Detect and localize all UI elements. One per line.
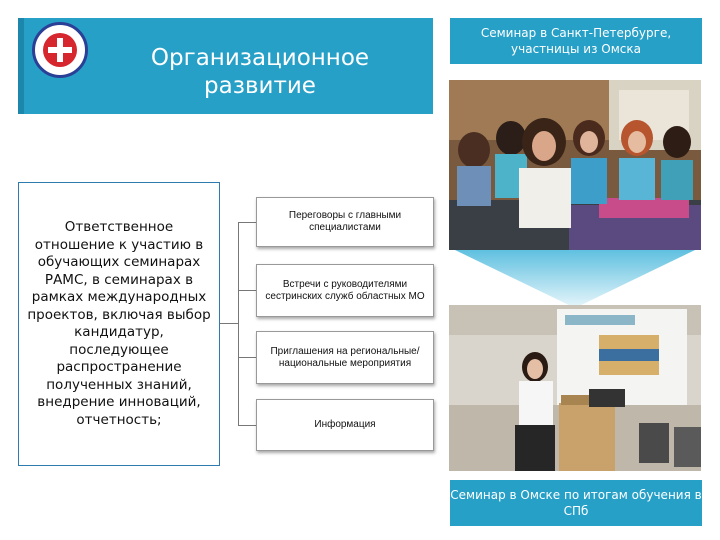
red-cross-emblem-icon (32, 22, 88, 78)
header-banner-edge (18, 18, 24, 114)
caption-bottom: Семинар в Омске по итогам обучения в СПб (450, 480, 702, 526)
left-text: Ответственное отношение к участию в обучающих семинарах РАМС, в семинарах в рамках международных проектов, включая выбор кандидатур, последующее распространение полученных знаний, внедрение инноваций, отчетность; (27, 219, 211, 428)
left-text-box (18, 182, 220, 466)
title-line-1: Организационное (150, 45, 370, 71)
item-box-invitations: Приглашения на региональные/национальные мероприятия (256, 331, 434, 384)
seminar-photo-spb-image (449, 80, 701, 250)
logo-cross-horizontal (48, 47, 72, 53)
connector-horizontal-main (220, 323, 238, 324)
seminar-photo-omsk (449, 305, 701, 471)
connector-vertical (238, 222, 239, 425)
item-box-information: Информация (256, 399, 434, 451)
item-box-negotiations: Переговоры с главными специалистами (256, 197, 434, 247)
connector-branch-3 (238, 357, 256, 358)
seminar-photo-spb (449, 80, 701, 250)
connector-branch-2 (238, 290, 256, 291)
connector-branch-4 (238, 425, 256, 426)
seminar-photo-omsk-image (449, 305, 701, 471)
item-box-meetings: Встречи с руководителями сестринских служб областных МО (256, 264, 434, 317)
arrow-down-icon (449, 250, 701, 308)
title-line-2: развитие (204, 73, 316, 99)
caption-top: Семинар в Санкт-Петербурге, участницы из Омска (450, 18, 702, 64)
connector-branch-1 (238, 222, 256, 223)
page-title (110, 44, 410, 100)
